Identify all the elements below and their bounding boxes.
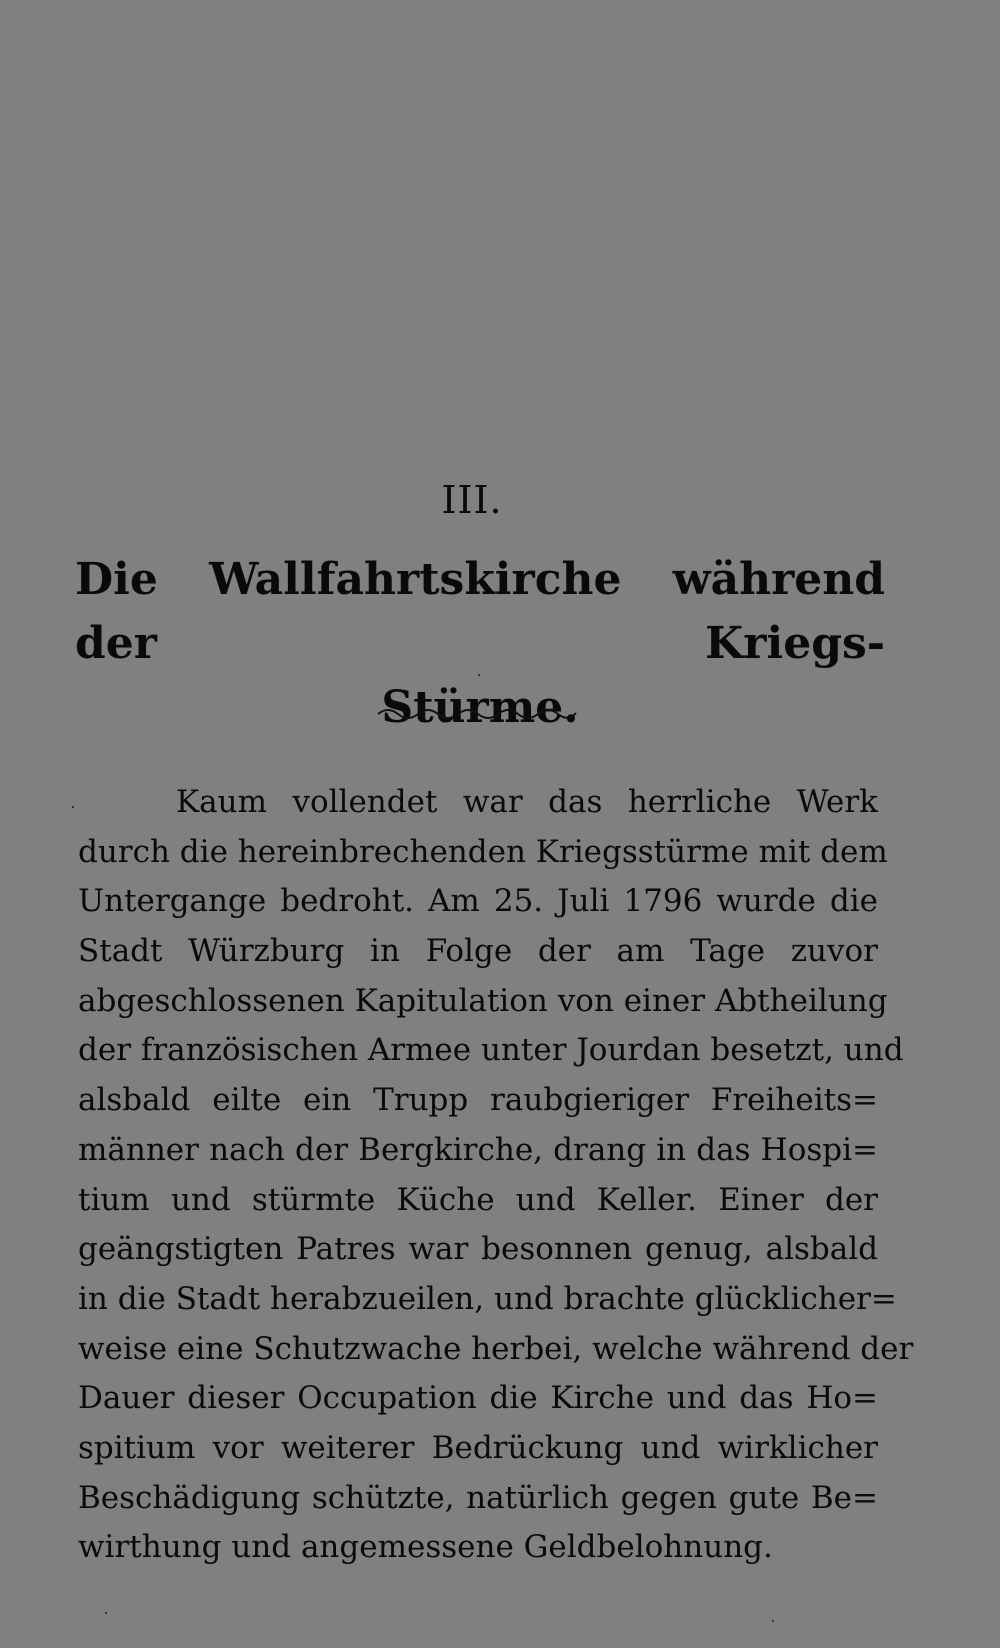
text-line: Untergange bedroht. Am 25. Juli 1796 wurde die	[78, 883, 878, 920]
chapter-title-line-2: Stürme.	[381, 682, 579, 733]
text-line: Kaum vollendet war das herrliche Werk	[176, 784, 878, 820]
text-line: in die Stadt herabzueilen, und brachte glücklicher=	[78, 1280, 897, 1317]
text-line: Dauer dieser Occupation die Kirche und das Ho=	[78, 1380, 878, 1417]
text-line: abgeschlossenen Kapitulation von einer Abtheilung	[78, 982, 888, 1019]
text-line: der französischen Armee unter Jourdan besetzt, und	[78, 1032, 904, 1069]
text-line: Stadt Würzburg in Folge der am Tage zuvor	[78, 933, 878, 970]
text-line: wirthung und angemessene Geldbelohnung.	[78, 1529, 773, 1566]
text-line: männer nach der Bergkirche, drang in das Hospi=	[78, 1131, 878, 1168]
chapter-number: III.	[441, 478, 503, 522]
body-paragraph	[78, 778, 914, 1573]
text-line: weise eine Schutzwache herbei, welche während der	[78, 1330, 914, 1367]
text-line: durch die hereinbrechenden Kriegsstürme mit dem	[78, 833, 888, 870]
wavy-line-ornament-icon	[376, 704, 578, 724]
text-line: spitium vor weiterer Bedrückung und wirklicher	[78, 1429, 878, 1466]
chapter-title-line-1: Die Wallfahrtskirche während der Kriegs-	[75, 554, 885, 669]
text-line: tium und stürmte Küche und Keller. Einer der	[78, 1181, 878, 1218]
text-line: geängstigten Patres war besonnen genug, alsbald	[78, 1231, 878, 1268]
text-line: Beschädigung schützte, natürlich gegen gute Be=	[78, 1479, 878, 1516]
text-line: alsbald eilte ein Trupp raubgieriger Freiheits=	[78, 1082, 878, 1119]
